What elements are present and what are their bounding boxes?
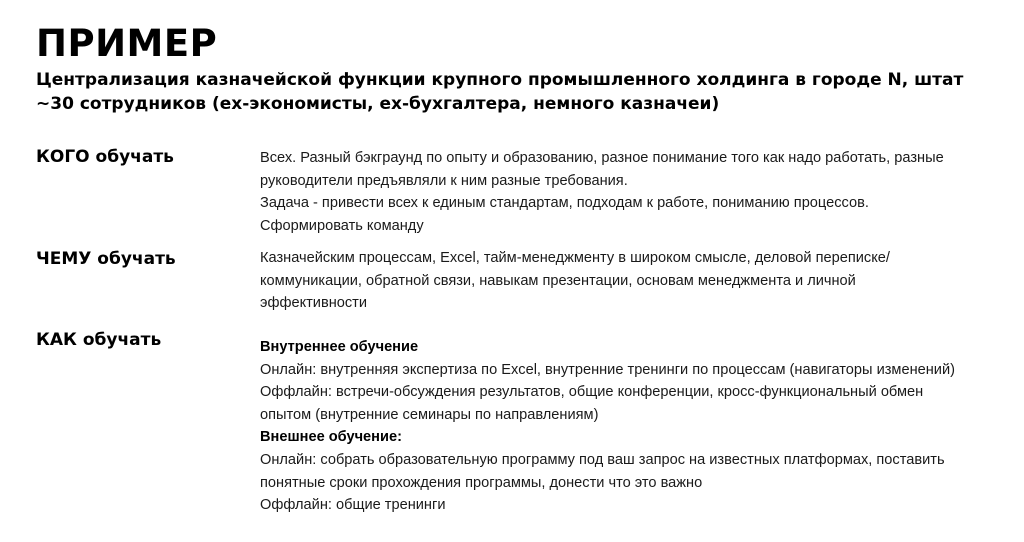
- external-training-heading: Внешнее обучение:: [260, 429, 402, 446]
- who-team-line: Сформировать команду: [260, 217, 424, 234]
- who-text-line: Всех. Разный бэкграунд по опыту и образованию, разное понимание того как надо работать, разные руководители предъявляли к ним разные требования.: [260, 150, 944, 189]
- row-content-who: [260, 147, 960, 237]
- internal-training-heading: Внутреннее обучение: [260, 339, 419, 355]
- slide-subtitle: Централизация казначейской функции крупного промышленного холдинга в городе N, штат ~30 сотрудников (ex-экономисты, ex-бухгалтера, немного казначеи): [36, 70, 964, 114]
- row-content-how: [260, 336, 960, 517]
- row-content-what: [260, 247, 960, 315]
- row-label-what: ЧЕМУ обучать: [36, 249, 176, 269]
- slide-title: ПРИМЕР: [36, 22, 218, 65]
- who-task-line: Задача - привести всех к единым стандартам, подходам к работе, пониманию процессов.: [260, 195, 869, 212]
- external-offline-line: Оффлайн: общие тренинги: [260, 497, 446, 514]
- row-label-how: КАК обучать: [36, 330, 162, 350]
- internal-offline-line: Оффлайн: встречи-обсуждения результатов, общие конференции, кросс-функциональный обмен опытом (внутренние семинары по направлениям): [260, 384, 924, 423]
- what-text-line: Казначейским процессам, Excel, тайм-менеджменту в широком смысле, деловой переписке/коммуникации, обратной связи, навыкам презентации, основам менеджмента и личной эффективности: [260, 250, 890, 312]
- internal-online-line: Онлайн: внутренняя экспертиза по Excel, внутренние тренинги по процессам (навигаторы изменений): [260, 361, 955, 378]
- row-label-who: КОГО обучать: [36, 147, 174, 167]
- external-online-line: Онлайн: собрать образовательную программу под ваш запрос на известных платформах, поставить понятные сроки прохождения программы, донести что это важно: [260, 451, 945, 491]
